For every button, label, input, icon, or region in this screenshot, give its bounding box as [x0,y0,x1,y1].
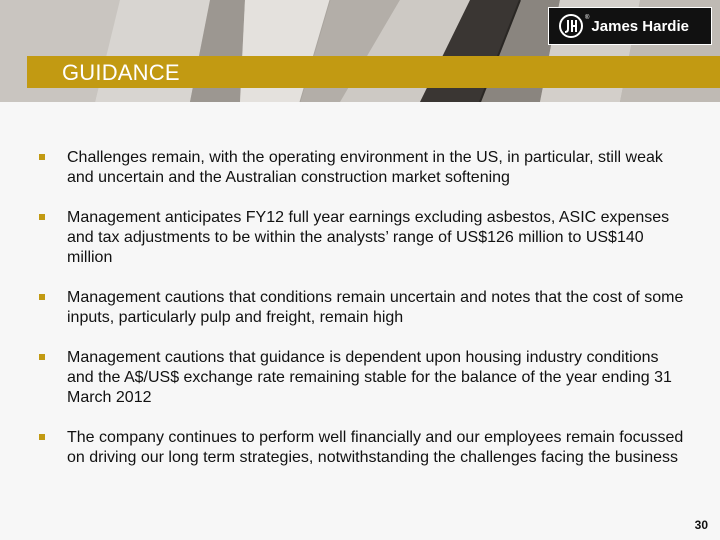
bullet-item [38,208,688,268]
page-number: 30 [694,518,708,532]
bullet-square-icon [39,154,45,160]
bullet-text: The company continues to perform well financially and our employees remain focussed on driving our long term strategies, notwithstanding the challenges facing the business [67,429,684,466]
logo-wordmark: James Hardie [591,17,689,35]
bullet-list [38,148,688,488]
page-title: GUIDANCE [62,60,180,85]
bullet-square-icon [39,214,45,220]
slide-content [0,102,720,540]
registered-mark: ® [585,15,590,21]
bullet-square-icon [39,294,45,300]
bullet-item [38,148,688,188]
bullet-text: Challenges remain, with the operating environment in the US, in particular, still weak and uncertain and the Australian construction market softening [67,149,663,186]
bullet-text: Management cautions that conditions remain uncertain and notes that the cost of some inputs, particularly pulp and freight, remain high [67,289,684,326]
bullet-item [38,348,688,408]
bullet-square-icon [39,354,45,360]
bullet-text: Management anticipates FY12 full year earnings excluding asbestos, ASIC expenses and tax adjustments to be within the analysts’ range of US$126 million to US$140 million [67,209,670,266]
james-hardie-logo [548,7,712,45]
bullet-text: Management cautions that guidance is dependent upon housing industry conditions and the A$/US$ exchange rate remaining stable for the balance of the year ending 31 March 2012 [67,349,672,406]
bullet-item [38,288,688,328]
bullet-square-icon [39,434,45,440]
jh-monogram-icon [559,14,583,38]
bullet-item [38,428,688,468]
